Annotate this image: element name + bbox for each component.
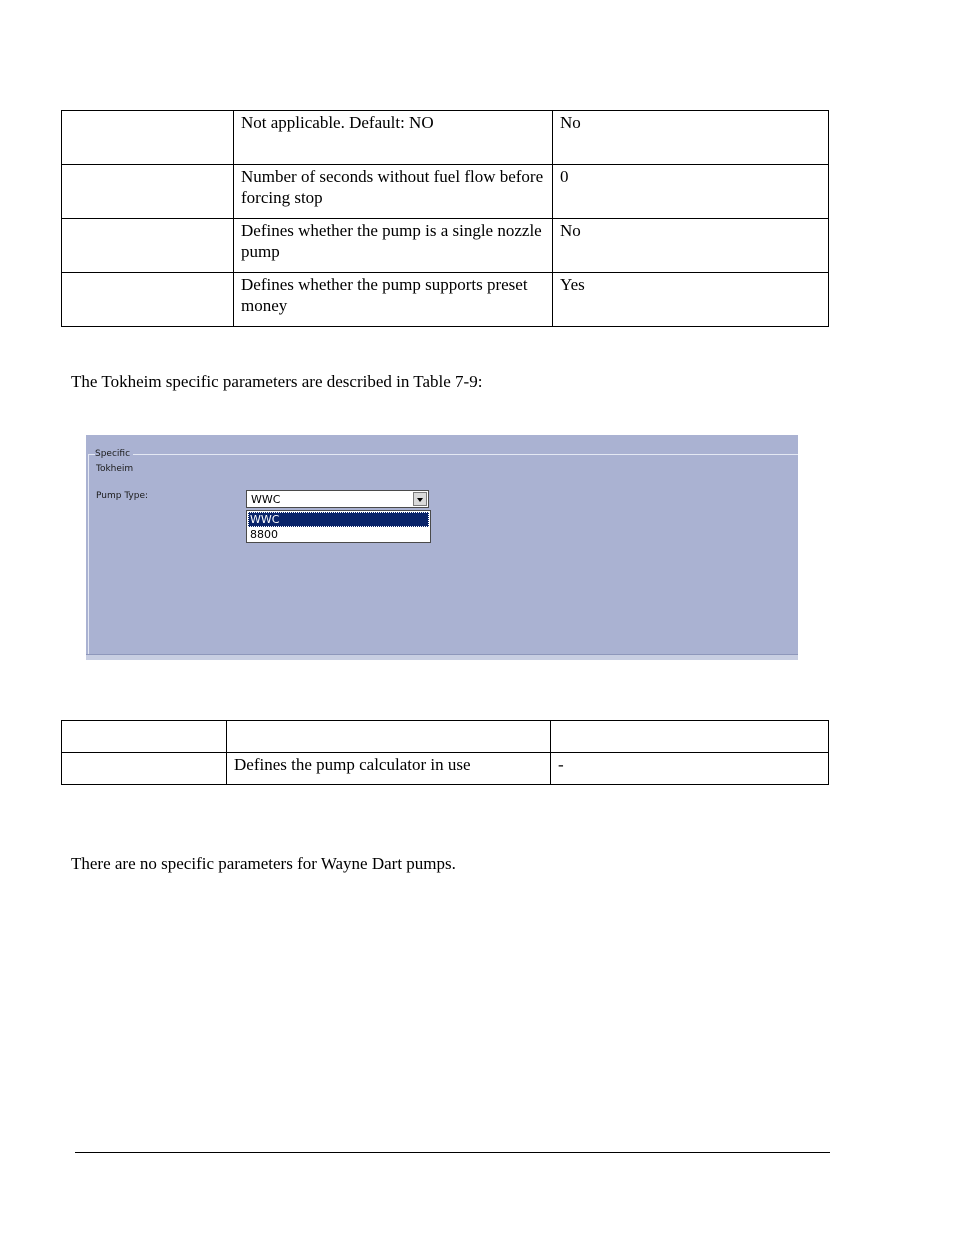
param-name-cell (62, 753, 227, 785)
tokheim-parameters-table (61, 720, 829, 785)
pump-type-select[interactable] (246, 490, 429, 508)
table-row (62, 165, 829, 219)
table-row (62, 753, 829, 785)
table-row (62, 111, 829, 165)
chevron-down-icon[interactable] (413, 492, 427, 506)
specific-settings-screenshot (86, 435, 798, 660)
header-cell-description (227, 721, 551, 753)
param-default-cell: Yes (553, 273, 829, 327)
param-description-cell: Defines whether the pump supports preset money (234, 273, 553, 327)
pump-type-select-value: WWC (251, 493, 281, 506)
param-name-cell (62, 111, 234, 165)
vendor-label: Tokheim (96, 464, 134, 474)
specific-group-frame (88, 454, 798, 655)
param-default-cell: - (551, 753, 829, 785)
panel-bottom-band (86, 654, 798, 660)
param-default-cell: No (553, 111, 829, 165)
header-cell-default (551, 721, 829, 753)
group-title: Specific (95, 449, 133, 460)
param-description-cell: Not applicable. Default: NO (234, 111, 553, 165)
table-row (62, 273, 829, 327)
wayne-dart-paragraph: There are no specific parameters for Wayne Dart pumps. (71, 854, 456, 873)
param-description-cell: Defines whether the pump is a single nozzle pump (234, 219, 553, 273)
param-name-cell (62, 165, 234, 219)
footer-divider (75, 1152, 830, 1153)
header-cell-name (62, 721, 227, 753)
pump-type-dropdown-list (246, 510, 431, 543)
param-description-cell: Number of seconds without fuel flow before forcing stop (234, 165, 553, 219)
param-name-cell (62, 273, 234, 327)
common-parameters-table (61, 110, 829, 327)
pump-type-option-wwc[interactable]: WWC (248, 512, 429, 527)
param-name-cell (62, 219, 234, 273)
param-description-cell: Defines the pump calculator in use (227, 753, 551, 785)
pump-type-label: Pump Type: (96, 491, 149, 501)
table-row (62, 219, 829, 273)
pump-type-option-8800[interactable]: 8800 (250, 528, 278, 541)
param-default-cell: No (553, 219, 829, 273)
tokheim-intro-paragraph: The Tokheim specific parameters are described in Table 7-9: (71, 372, 483, 391)
table-header-row (62, 721, 829, 753)
param-default-cell: 0 (553, 165, 829, 219)
